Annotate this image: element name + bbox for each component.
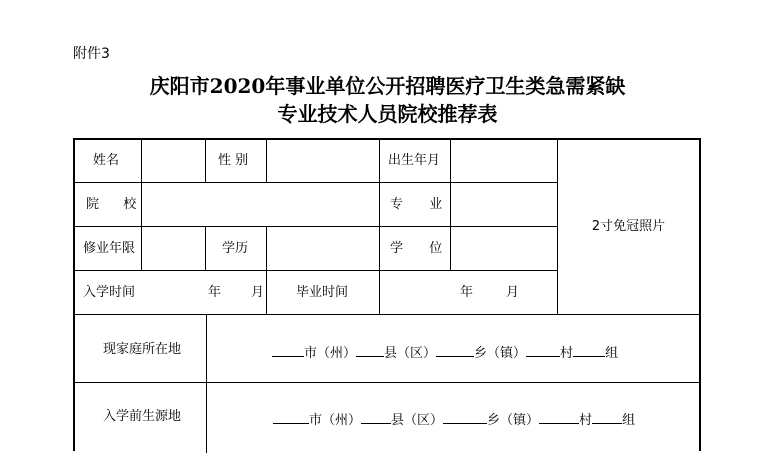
home-group-blank[interactable] [573,343,605,357]
degree-label [390,241,442,257]
name-label: 姓名 [93,153,120,168]
document-title-line-2: 专业技术人员院校推荐表 [277,102,498,126]
col-divider [266,140,267,182]
col-divider [205,140,206,182]
origin-address-label: 入学前生源地 [103,409,182,424]
col-divider [379,140,380,314]
origin-village-blank[interactable] [539,410,579,424]
degree-label-char-1: 学 [390,241,404,256]
origin-address-field [273,409,635,428]
home-village-blank[interactable] [526,343,560,357]
study-duration-label: 修业年限 [83,241,136,256]
home-county-unit: 县（区） [384,346,437,361]
row-divider [75,226,557,227]
origin-group-blank[interactable] [592,410,622,424]
col-divider [266,226,267,314]
col-divider [206,314,207,453]
origin-county-unit: 县（区） [391,413,444,428]
origin-county-blank[interactable] [361,410,391,424]
origin-city-unit: 市（州） [309,413,362,428]
major-label-char-2: 业 [429,197,443,212]
home-city-blank[interactable] [272,343,304,357]
col-divider [205,226,206,270]
row-divider [75,382,699,383]
graduation-month-unit: 月 [506,285,520,300]
origin-village-unit: 村 [579,413,593,428]
degree-label-char-2: 位 [429,241,443,256]
enrollment-month-unit: 月 [251,285,265,300]
major-label [390,197,442,213]
origin-town-unit: 乡（镇） [487,413,540,428]
school-label [86,197,136,213]
gender-label: 性 别 [218,153,249,168]
col-divider [141,140,142,270]
col-divider [450,140,451,270]
major-label-char-1: 专 [390,197,404,212]
origin-group-unit: 组 [622,413,636,428]
school-label-char-1: 院 [86,197,100,212]
row-divider [75,182,557,183]
home-city-unit: 市（州） [304,346,357,361]
document-title-line-1: 庆阳市2020年事业单位公开招聘医疗卫生类急需紧缺 [149,74,626,98]
origin-town-blank[interactable] [443,410,487,424]
photo-placeholder-label: 2寸免冠照片 [591,219,666,234]
attachment-label: 附件3 [73,46,110,62]
row-divider [75,270,557,271]
recommendation-form-table [73,138,701,451]
enrollment-year-unit: 年 [208,285,222,300]
home-town-blank[interactable] [436,343,474,357]
education-label: 学历 [222,241,249,256]
home-address-label: 现家庭所在地 [103,342,182,357]
row-divider [75,314,699,315]
home-village-unit: 村 [560,346,574,361]
birth-date-label: 出生年月 [388,153,441,168]
home-group-unit: 组 [605,346,619,361]
enrollment-date-label: 入学时间 [83,285,136,300]
home-town-unit: 乡（镇） [474,346,527,361]
school-label-char-2: 校 [123,197,137,212]
graduation-date-label: 毕业时间 [296,285,349,300]
home-address-field [272,342,618,361]
home-county-blank[interactable] [356,343,384,357]
origin-city-blank[interactable] [273,410,309,424]
graduation-year-unit: 年 [460,285,474,300]
